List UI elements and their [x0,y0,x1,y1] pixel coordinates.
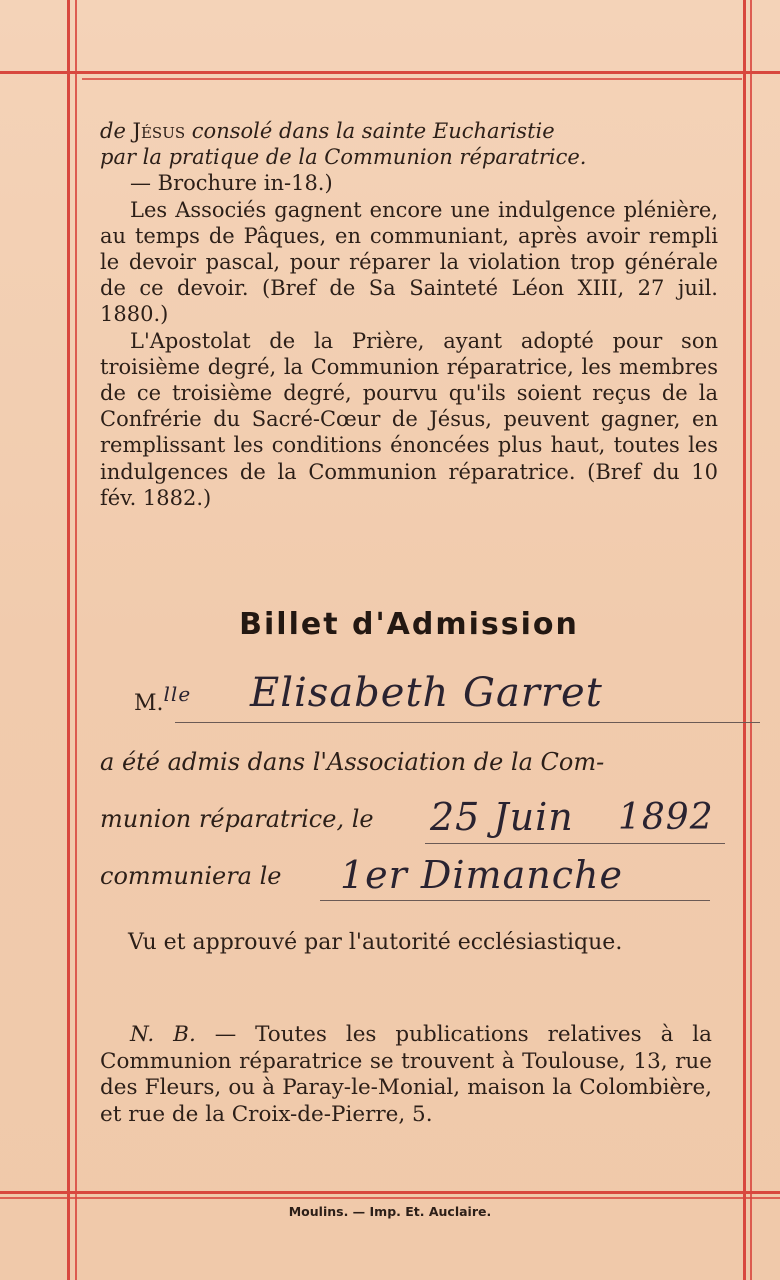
date-underline [425,843,725,844]
nb-label: N. B. [130,1022,196,1047]
handwritten-day: 1er Dimanche [340,853,623,897]
border-left-rule [67,0,70,1280]
approval-line: Vu et approuvé par l'autorité ecclésiastique. [128,930,623,955]
paragraph-apostolat: L'Apostolat de la Prière, ayant adopté pour son troisième degré, la Communion réparatrice, les membres de ce troisième degré, pourvu qu'ils soient reçus de la Confrérie du Sacré-Cœur de Jésus, peuvent gagner, en remplissant les conditions énoncées plus haut, toutes les indulgences de la Communion réparatrice. (Bref du 10 fév. 1882.) [100,328,718,510]
admitted-line: a été admis dans l'Association de la Com- [100,748,605,776]
border-left-rule-inner [75,0,77,1280]
border-top-rule [0,71,780,74]
communion-label: communiera le [100,862,282,890]
border-bottom-rule-inner [0,1197,780,1199]
name-line [134,682,191,716]
nb-paragraph [100,1022,712,1128]
date-label: munion réparatrice, le [100,805,374,833]
handwritten-date: 25 Juin [430,795,574,839]
date-year: 1892 [618,797,714,838]
intro-line-1: de Jésus consolé dans la sainte Eucharistie [100,119,555,143]
day-underline [320,900,710,901]
nb-block [100,1022,712,1128]
mlle-superscript: lle [163,682,192,706]
border-top-rule-inner [82,78,742,80]
admission-title: Billet d'Admission [239,607,579,642]
nb-text: — Toutes les publications relatives à la Communion réparatrice se trouvent à Toulouse, 13, rue des Fleurs, ou à Paray-le-Monial, maison la Colombière, et rue de la Croix-de-Pierre, 5. [100,1022,712,1127]
intro-line-3: — Brochure in-18.) [130,171,333,196]
intro-line-2: par la pratique de la Communion réparatrice. [100,145,587,170]
handwritten-name: Elisabeth Garret [250,670,603,716]
border-bottom-rule [0,1191,780,1194]
border-right-rule-outer [750,0,752,1280]
mlle-prefix: M. [134,691,164,716]
printer-imprint: Moulins. — Imp. Et. Auclaire. [288,1204,492,1219]
border-right-rule [743,0,746,1280]
name-underline [175,722,760,723]
paragraph-indulgence: Les Associés gagnent encore une indulgence plénière, au temps de Pâques, en communiant, après avoir rempli le devoir pascal, pour réparer la violation trop générale de ce devoir. (Bref de Sa Sainteté Léon XIII, 27 juil. 1880.) [100,197,718,327]
intro-block [100,118,718,511]
